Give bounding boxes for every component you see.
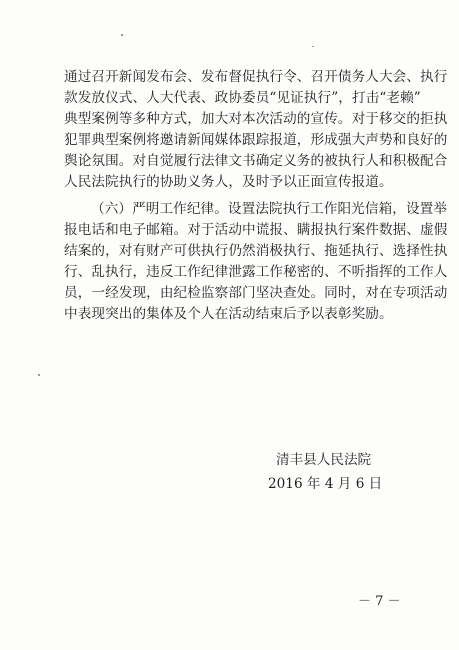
text-line: 报电话和电子邮箱。对于活动中谎报、瞒报执行案件数据、虚假: [64, 222, 448, 238]
paragraph-publicity: [64, 67, 448, 193]
paragraph-discipline: [64, 199, 448, 325]
text-line: 犯罪典型案例将邀请新闻媒体跟踪报道，形成强大声势和良好的: [64, 132, 448, 148]
text-line: 典型案例等多种方式，加大对本次活动的宣传。对于移交的拒执: [64, 111, 448, 127]
text-line: 结案的，对有财产可供执行仍然消极执行、拖延执行、选择性执: [64, 243, 448, 259]
document-body: [64, 67, 448, 325]
issuing-organization: 清丰县人民法院: [276, 452, 372, 468]
text-line: 款发放仪式、人大代表、政协委员“见证执行”，打击“老赖”: [64, 90, 421, 106]
text-line: 舆论氛围。对自觉履行法律文书确定义务的被执行人和积极配合: [64, 153, 448, 169]
signature-block: [268, 450, 383, 495]
page-number: － 7 －: [358, 594, 401, 609]
text-line: 中表现突出的集体及个人在活动结束后予以表彰奖励。: [64, 306, 393, 322]
scan-speck: [121, 34, 123, 36]
text-line: 人民法院执行的协助义务人，及时予以正面宣传报道。: [64, 174, 393, 190]
text-line: 通过召开新闻发布会、发布督促执行令、召开债务人大会、执行: [64, 69, 448, 85]
issue-date: 2016 年 4 月 6 日: [268, 476, 383, 492]
scan-speck: [38, 374, 40, 376]
scan-speck: [312, 46, 314, 47]
text-line: （六）严明工作纪律。设置法院执行工作阳光信箱，设置举: [91, 201, 448, 217]
text-line: 行、乱执行，违反工作纪律泄露工作秘密的、不听指挥的工作人: [64, 264, 448, 280]
text-line: 员，一经发现，由纪检监察部门坚决查处。同时，对在专项活动: [64, 285, 448, 301]
